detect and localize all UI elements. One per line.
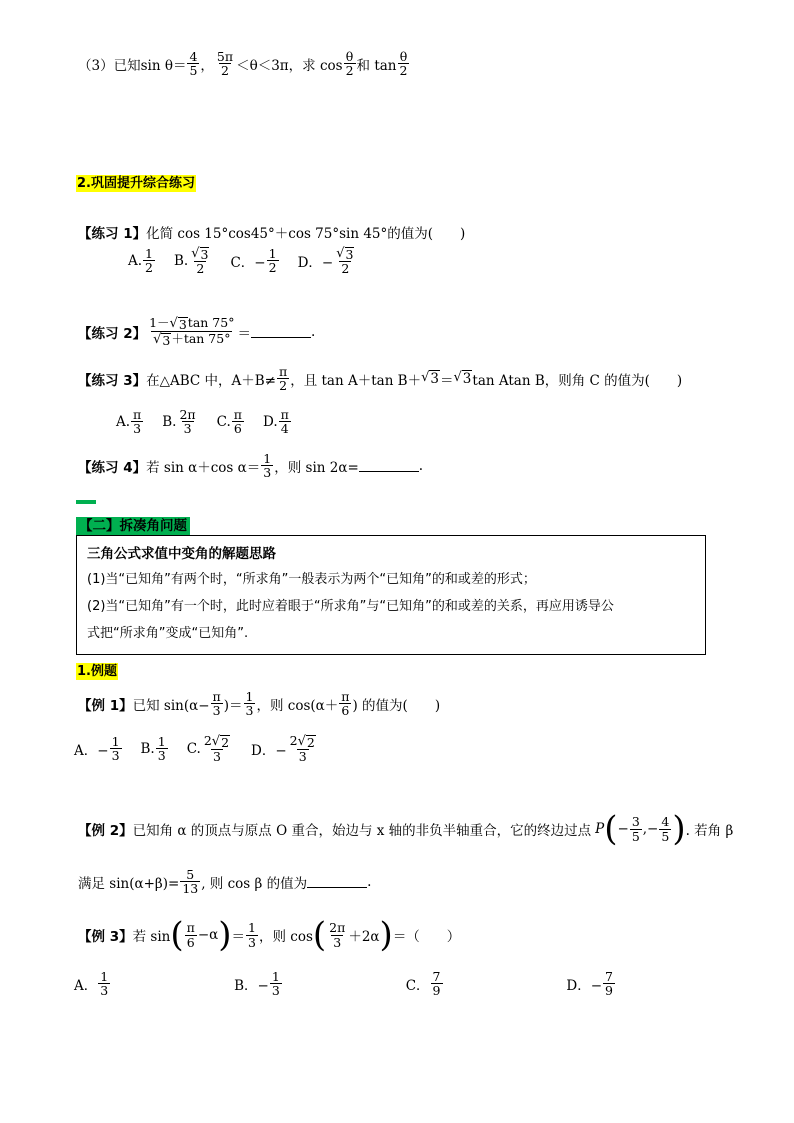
practice-4-label: 【练习 4】 [78, 459, 147, 476]
option-b[interactable]: B. √ 3 2 [174, 246, 209, 277]
q3-frac-3: $\frac{\theta}{2}$ [345, 49, 354, 79]
example-1-options [74, 734, 337, 763]
option-b[interactable]: B．− $\frac{1}{3}$ [234, 969, 280, 999]
practice-3-options [116, 408, 310, 435]
method-box [76, 535, 706, 655]
section-2-heading: 2.巩固提升综合练习 [77, 176, 195, 191]
option-d[interactable]: D．− √ 3 2 [297, 246, 354, 277]
option-d[interactable]: D．− $\frac{7}{9}$ [566, 969, 613, 999]
option-a[interactable]: A．− $\frac{1}{3}$ [74, 734, 120, 764]
practice-1-label: 【练习 1】 [78, 226, 147, 242]
q3-frac-4: $\frac{\theta}{2}$ [399, 49, 408, 79]
option-c[interactable]: C．− $\frac{1}{2}$ [230, 246, 277, 276]
section-b-heading: 【二】拆凑角问题 [76, 514, 190, 534]
method-box-body: (1)当“已知角”有两个时，“所求角”一般表示为两个“已知角”的和或差的形式； (2)当“已知角”有一个时，此时应着眼于“所求角”与“已知角”的和或差的关系，再应用诱导公 式把“所求角”变成“已知角”. [87, 572, 614, 641]
q3-frac-2: $\frac{5\pi}{2}$ [216, 49, 234, 79]
option-b[interactable]: B. $\frac{1}{3}$ [140, 734, 166, 764]
answer-blank[interactable] [359, 459, 419, 472]
decorative-marker [76, 500, 96, 504]
option-c[interactable]: C. $\frac{\pi}{6}$ [216, 407, 243, 437]
practice-1-text: 化简 cos 15°cos45°＋cos 75°sin 45°的值为( ) [146, 226, 466, 242]
option-d[interactable]: D．− 2 √ 2 3 [251, 733, 315, 765]
practice-2-question: 【练习 2】 1－ √ 3 tan 75° √ 3 ＋tan 75° ＝ . [78, 315, 316, 349]
practice-2-fraction: 1－ √ 3 tan 75° √ 3 ＋tan 75° [149, 315, 235, 349]
answer-blank[interactable] [307, 875, 367, 888]
example-3-label: 【例 3】 [78, 929, 133, 945]
q3-label: （3）已知 [78, 57, 141, 74]
q3-sin: sin θ＝ [140, 57, 187, 74]
option-a[interactable]: A. $\frac{\pi}{3}$ [116, 407, 142, 437]
example-2-label: 【例 2】 [78, 823, 133, 839]
example-1-question: 【例 1】 已知 sin(α− $\frac{\pi}{3}$ )＝ $\frac{1}{3}$ ，则 cos(α＋ $\frac{\pi}{6}$ ) 的值为( ) [78, 689, 441, 719]
option-b[interactable]: B. $\frac{2\pi}{3}$ [162, 407, 196, 437]
q3-frac-1: $\frac{4}{5}$ [189, 49, 198, 79]
q3-line: （3）已知 sin θ＝ $\frac{4}{5}$ ， $\frac{5\pi}{2}$ ＜θ＜3π，求 cos $\frac{\theta}{2}$ 和 tan $\frac{\theta}{2}$ [78, 49, 408, 79]
practice-3-question: 【练习 3】 在△ABC 中，A＋B≠ $\frac{\pi}{2}$ ，且 tan A＋tan B＋ √ 3 ＝ √ 3 tan Atan B，则角 C 的值为( ) [78, 364, 683, 394]
option-a[interactable]: A． $\frac{1}{3}$ [74, 969, 109, 999]
answer-blank[interactable] [251, 325, 311, 338]
option-d[interactable]: D. $\frac{\pi}{4}$ [263, 407, 289, 437]
example-1-label: 【例 1】 [78, 697, 133, 714]
example-2-question: 【例 2】 已知角 α 的顶点与原点 O 重合，始边与 x 轴的非负半轴重合，它的终边过点 P ( − $\frac{3}{5}$ ,− $\frac{4}{5}$ ) . 若角 β [78, 809, 734, 849]
practice-4-question: 【练习 4】 若 sin α＋cos α＝ $\frac{1}{3}$ ，则 sin 2α= . [78, 451, 424, 481]
practice-3-label: 【练习 3】 [78, 372, 147, 389]
examples-heading: 1.例题 [77, 664, 117, 679]
example-3-options [74, 970, 634, 997]
option-c[interactable]: C. 2 √ 2 3 [186, 733, 230, 765]
practice-2-label: 【练习 2】 [78, 325, 147, 342]
example-2-line-2: 满足 sin(α+β)= $\frac{5}{13}$ , 则 cos β 的值为 . [78, 867, 372, 897]
practice-1-options [128, 246, 375, 275]
example-3-question: 【例 3】 若 sin ( $\frac{\pi}{6}$ −α ) ＝ $\frac{1}{3}$ ，则 cos ( $\frac{2\pi}{3}$ ＋2α ) ＝（ ） [78, 915, 461, 955]
method-box-title: 三角公式求值中变角的解题思路 [87, 546, 276, 562]
option-a[interactable]: A. $\frac{1}{2}$ [128, 246, 153, 276]
option-c[interactable]: C． $\frac{7}{9}$ [405, 969, 441, 999]
practice-1-question [78, 222, 465, 242]
